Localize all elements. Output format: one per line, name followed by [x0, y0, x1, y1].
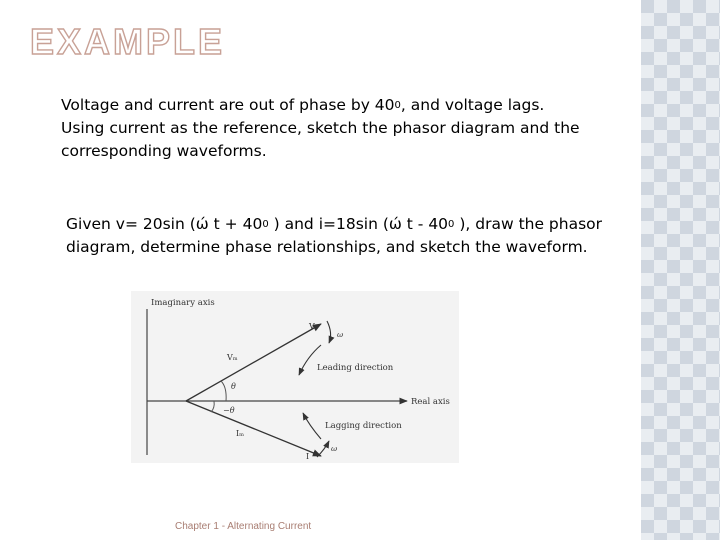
real-axis-label: Real axis: [411, 397, 450, 407]
rotation-arc-top: [327, 321, 331, 343]
current-phasor: [186, 401, 321, 456]
vm-label: Vₘ: [227, 353, 238, 362]
decorative-sidebar-pattern: [641, 0, 720, 540]
theta-label: θ: [231, 382, 236, 391]
rotation-arc-bottom: [317, 441, 329, 457]
voltage-phasor: [186, 324, 321, 401]
omega-top-label: ω: [337, 330, 344, 339]
theta-arc: [221, 381, 226, 401]
omega-bottom-label: ω: [331, 444, 338, 453]
problem-statement: [61, 94, 621, 163]
problem-line-1: Voltage and current are out of phase by $40^0$, and voltage lags.: [61, 96, 545, 114]
minus-theta-label: −θ: [223, 406, 235, 415]
phasor-diagram: [131, 291, 459, 463]
lagging-direction-arc: [303, 413, 321, 439]
slide-footer: Chapter 1 - Alternating Current: [175, 521, 312, 532]
given-statement: [66, 213, 626, 259]
minus-theta-arc: [211, 401, 214, 412]
i-label: I: [306, 452, 310, 461]
slide-title: EXAMPLE: [30, 21, 226, 62]
im-label: Iₘ: [236, 429, 245, 438]
given-line-1: Given v= 20sin (ώ $t + 40^0$ ) and i=18sin (ώ t - $40^0$ ), draw the phasor: [66, 215, 603, 233]
given-line-2: diagram, determine phase relationships, and sketch the waveform.: [66, 238, 588, 256]
v-label: V: [309, 322, 315, 331]
problem-line-2: Using current as the reference, sketch the phasor diagram and the: [61, 119, 580, 137]
lagging-direction-label: Lagging direction: [325, 421, 402, 431]
leading-direction-label: Leading direction: [317, 363, 394, 373]
imaginary-axis-label: Imaginary axis: [151, 298, 215, 308]
problem-line-3: corresponding waveforms.: [61, 142, 267, 160]
